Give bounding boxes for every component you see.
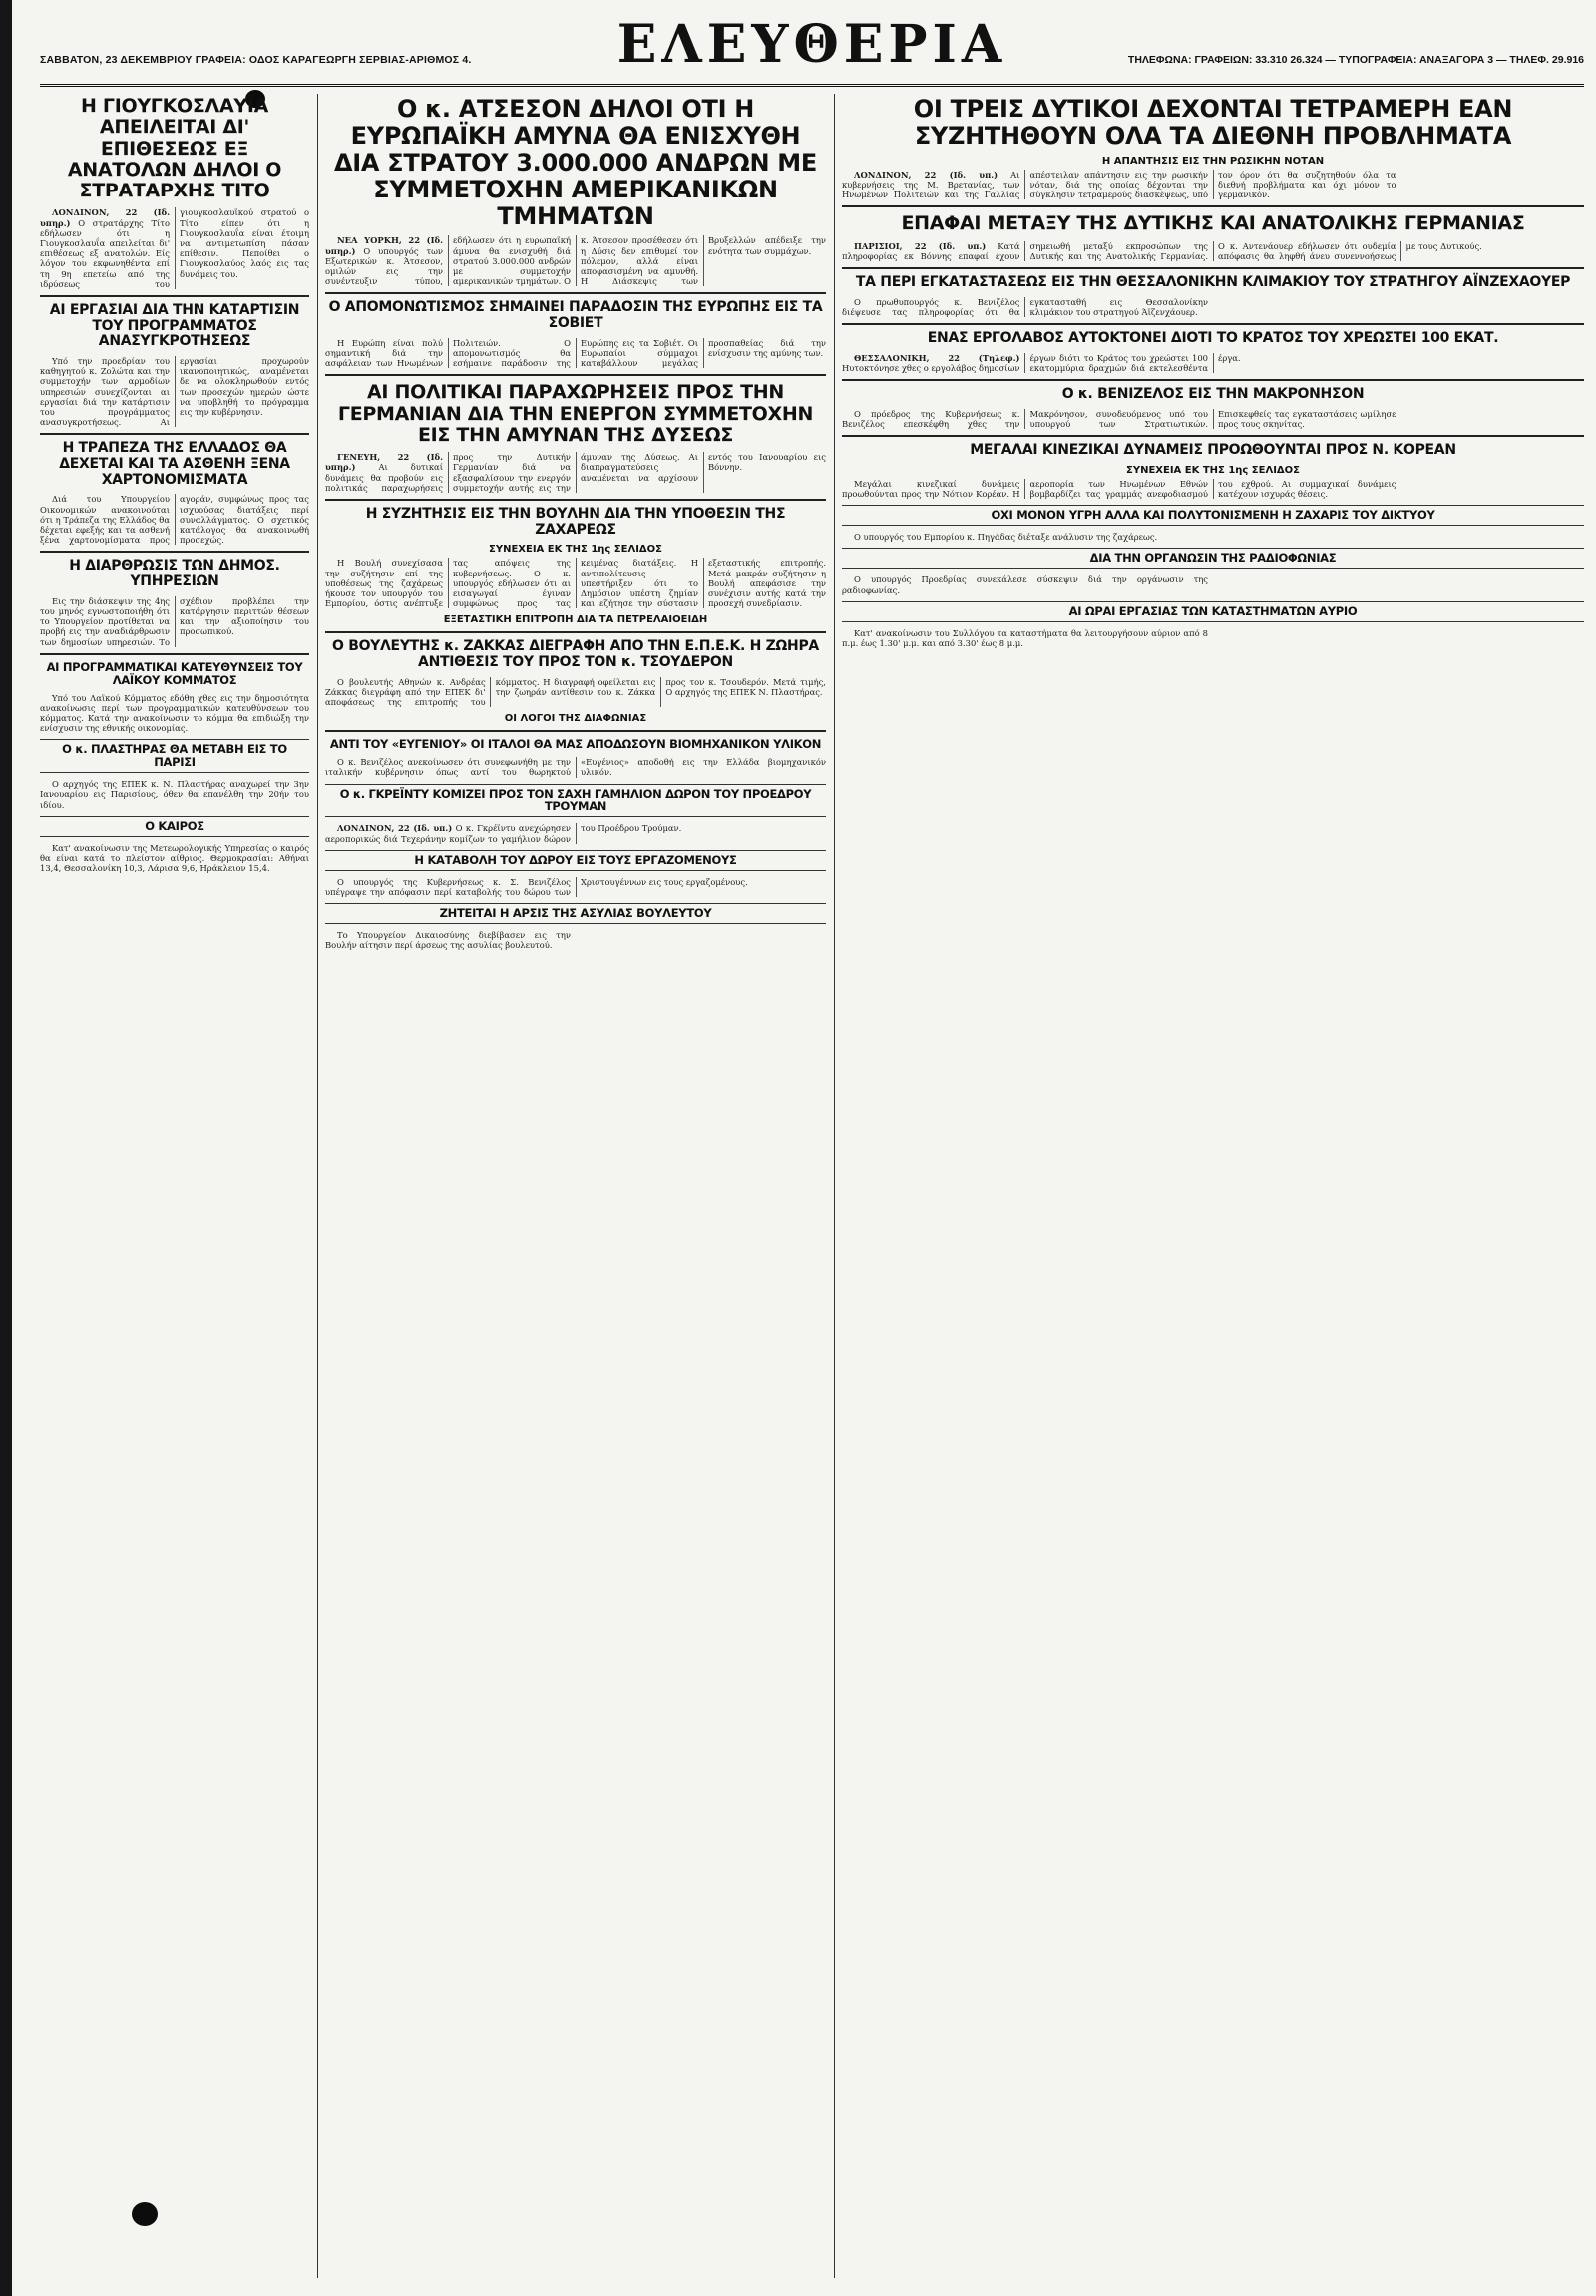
article-epafai [842, 241, 1584, 261]
column-rule [317, 94, 318, 2278]
article-text: Κατ' ανακοίνωσιν του Συλλόγου τα καταστήματα θα λειτουργήσουν αύριον από 8 π.μ. έως 1.30' μ.μ. και από 3.30' έως 8 μ.μ. [842, 627, 1208, 648]
article-text: Υπό του Λαϊκού Κόμματος εδόθη χθες εις την δημοσιότητα ανακοίνωσις περί των προγραμματικών κατευθύνσεων του κόμματος. Κατά την ανακοίνωσιν το κόμμα θα επιδιώξη την ενίσχυσιν της εθνικής οικονομίας. [40, 692, 309, 734]
right-column [842, 94, 1584, 654]
masthead-phones: ΤΗΛΕΦΩΝΑ: ΓΡΑΦΕΙΩΝ: 33.310 26.324 — ΤΥΠΟΓΡΑΦΕΙΑ: ΑΝΑΞΑΓΟΡΑ 3 — ΤΗΛΕΦ. 29.916 [1127, 54, 1584, 66]
article-text: Ο υπουργός Προεδρίας συνεκάλεσε σύσκεψιν διά την οργάνωσιν της ραδιοφωνίας. [842, 574, 1208, 595]
article-laiko-komma [40, 693, 309, 734]
article-ergolavos [842, 353, 1584, 373]
article-text: Η Βουλή συνεχίσασα την συζήτησιν επί της υποθέσεως της ζαχάρεως ήκουσε τον υπουργόν του Εμπορίου, όστις ανέπτυξε τας απόψεις της κυβερνήσεως. Ο κ. υπουργός εδήλωσεν ότι αι εισαγωγαί έγιναν συμφώνως προς τας κειμένας διατάξεις. Η αντιπολίτευσις υπεστήριξεν ότι το Δημόσιον υπέστη ζημίαν και εζήτησε την σύστασιν εξεταστικής επιτροπής. Μετά μακράν συζήτησιν η Βουλή απεφάσισε την συνέχισιν αυτής κατά την προσεχή συνεδρίασιν. [325, 558, 826, 609]
article-doro [325, 877, 826, 897]
article-grady [325, 823, 826, 843]
article-text: Η Ευρώπη είναι πολύ σημαντική διά την ασφάλειαν των Ηνωμένων Πολιτειών. Ο απομονωτισμός θα εσήμαινε παράδοσιν της Ευρώπης εις τα Σοβιέτ. Οι Ευρωπαίοι σύμμαχοι καταβάλλουν μεγάλας προσπαθείας διά την ενίσχυσιν της αμύνης των. [325, 337, 826, 369]
article-germania [325, 452, 826, 493]
article-text: Ο στρατάρχης Τίτο εδήλωσεν ότι η Γιουγκοσλαυΐα απειλείται δι' επιθέσεως εξ ανατολών. Είς λόγον του εκφωνηθέντα επί τη 9η επετείω από της ιδρύσεως του γιουγκοσλαυϊκού στρατού ο Τίτο είπεν ότι η Γιουγκοσλαυΐα είναι έτοιμη να αντιμετωπίση πάσαν επίθεσιν. Πεποίθει ο Γιουγκοσλαύος λαός εις τας δυνάμεις του. [40, 207, 309, 289]
headline-kairos: Ο ΚΑΙΡΟΣ [40, 816, 309, 837]
scan-edge-shadow [0, 0, 12, 2296]
headline-ergolavos: ΕΝΑΣ ΕΡΓΟΛΑΒΟΣ ΑΥΤΟΚΤΟΝΕΙ ΔΙΟΤΙ ΤΟ ΚΡΑΤΟΣ ΤΟΥ ΧΡΕΩΣΤΕΙ 100 ΕΚΑΤ. [927, 330, 1499, 347]
article-text: Διά του Υπουργείου Οικονομικών ανακοινούται ότι η Τράπεζα της Ελλάδος θα δέχεται εφεξής και τα ασθενή ξένα χαρτονομίσματα προς αγοράν, συμφώνως προς τας ισχυούσας διατάξεις περί συναλλάγματος. Ο σχετικός κατάλογος θα ανακοινωθή προσεχώς. [40, 494, 309, 546]
article-ores-ergasias [842, 628, 1584, 648]
subhead-diafonia: ΟΙ ΛΟΓΟΙ ΤΗΣ ΔΙΑΦΩΝΙΑΣ [504, 713, 647, 725]
center-column [325, 94, 826, 956]
subhead-petrelaioeidi: ΕΞΕΤΑΣΤΙΚΗ ΕΠΙΤΡΟΠΗ ΔΙΑ ΤΑ ΠΕΤΡΕΛΑΙΟΕΙΔΗ [443, 614, 708, 626]
section-rule [40, 295, 309, 297]
article-text: Εις την διάσκεψιν της 4ης του μηνός εγνωστοποιήθη ότι το Υπουργείον προτίθεται να προβή εις την αναδιάρθρωσιν των δημοσίων υπηρεσιών. Το σχέδιον προβλέπει την κατάργησιν περιττών θέσεων και την αξιοποίησιν του προσωπικού. [40, 595, 309, 647]
article-text: Ο υπουργός των Εξωτερικών κ. Άτσεσον, ομιλών εις την συνέντευξιν τύπου, εδήλωσεν ότι η ευρωπαϊκή άμυνα θα ενισχυθή διά στρατού 3.000.000 ανδρών με συμμετοχήν αμερικανικών τμημάτων. Ο κ. Άτσεσον προσέθεσεν ότι η Δύσις δεν επιθυμεί τον πόλεμον, αλλά είναι αποφασισμένη να αμυνθή. Η Διάσκεψις των Βρυξελλών απέδειξε την ενότητα των συμμάχων. [325, 235, 826, 287]
subhead-rosiki-nota: Η ΑΠΑΝΤΗΣΙΣ ΕΙΣ ΤΗΝ ΡΩΣΙΚΗΝ ΝΟΤΑΝ [1101, 155, 1325, 167]
dateline: ΛΟΝΔΙΝΟΝ, 22 (Ιδ. υπ.) [337, 823, 453, 834]
dateline: ΠΑΡΙΣΙΟΙ, 22 (Ιδ. υπ.) [854, 240, 987, 251]
article-dimosies-ypiresies [40, 596, 309, 647]
headline-zachari: Η ΣΥΖΗΤΗΣΙΣ ΕΙΣ ΤΗΝ ΒΟΥΛΗΝ ΔΙΑ ΤΗΝ ΥΠΟΘΕΣΙΝ ΤΗΣ ΖΑΧΑΡΕΩΣ [365, 505, 786, 538]
headline-aizenchaouer: ΤΑ ΠΕΡΙ ΕΓΚΑΤΑΣΤΑΣΕΩΣ ΕΙΣ ΤΗΝ ΘΕΣΣΑΛΟΝΙΚΗΝ ΚΛΙΜΑΚΙΟΥ ΤΟΥ ΣΤΡΑΤΗΓΟΥ ΑΪΝΖΕΧΑΟΥΕΡ [855, 274, 1571, 291]
article-italoi [325, 757, 826, 777]
headline-tito: Η ΓΙΟΥΓΚΟΣΛΑΥΪΑ ΑΠΕΙΛΕΙΤΑΙ ΔΙ' ΕΠΙΘΕΣΕΩΣ ΕΞ ΑΝΑΤΟΛΩΝ ΔΗΛΟΙ Ο ΣΤΡΑΤΑΡΧΗΣ ΤΙΤΟ [67, 95, 282, 202]
article-asylia [325, 930, 826, 950]
article-text: Ηυτοκτόνησε χθες ο εργολάβος δημοσίων έργων διότι το Κράτος του χρεώστει 100 εκατομμύρια δραχμών διά εκτελεσθέντα έργα. [842, 352, 1241, 373]
article-text: Κατ' ανακοίνωσιν της Μετεωρολογικής Υπηρεσίας ο καιρός θα είναι κατά το πλείστον αίθριος. Θερμοκρασίαι: Αθήναι 13,4, Θεσσαλονίκη 10,3, Λάρισα 9,6, Ηράκλειον 15,4. [40, 842, 309, 873]
article-atseson [325, 235, 826, 286]
section-rule [842, 205, 1584, 207]
article-trapeza [40, 494, 309, 545]
article-plastiras [40, 779, 309, 810]
headline-radiofonia: ΔΙΑ ΤΗΝ ΟΡΓΑΝΩΣΙΝ ΤΗΣ ΡΑΔΙΟΦΩΝΙΑΣ [842, 548, 1584, 569]
dateline: ΘΕΣΣΑΛΟΝΙΚΗ, 22 (Τηλεφ.) [854, 352, 1020, 363]
article-text: Ο πρόεδρος της Κυβερνήσεως κ. Βενιζέλος επεσκέφθη χθες την Μακρόνησον, συνοδευόμενος υπό του υπουργού των Στρατιωτικών. Επισκεφθείς τας εγκαταστάσεις ωμίλησε προς τους σκηνίτας. [842, 408, 1396, 430]
headline-korea: ΜΕΓΑΛΑΙ ΚΙΝΕΖΙΚΑΙ ΔΥΝΑΜΕΙΣ ΠΡΟΩΘΟΥΝΤΑΙ ΠΡΟΣ Ν. ΚΟΡΕΑΝ [970, 442, 1456, 459]
continued-from-page-1: ΣΥΝΕΧΕΙΑ ΕΚ ΤΗΣ 1ης ΣΕΛΙΔΟΣ [1126, 464, 1300, 476]
article-text: Αι κυβερνήσεις της Μ. Βρετανίας, των Ηνωμένων Πολιτειών και της Γαλλίας απέστειλαν απάντησιν εις την ρωσικήν νόταν, διά της οποίας δέχονται την σύγκλησιν τετραμερούς διασκέψεως, υπό τον όρον ότι θα συζητηθούν όλα τα διεθνή προβλήματα και όχι μόνον το γερμανικόν. [842, 169, 1396, 200]
headline-ores-ergasias: ΑΙ ΩΡΑΙ ΕΡΓΑΣΙΑΣ ΤΩΝ ΚΑΤΑΣΤΗΜΑΤΩΝ ΑΥΡΙΟ [842, 601, 1584, 622]
masthead [40, 14, 1584, 87]
article-text: Κατά πληροφορίας εκ Βόννης επαφαί έχουν σημειωθή μεταξύ εκπροσώπων της Δυτικής και της Ανατολικής Γερμανίας. Ο κ. Αντενάουερ εδήλωσεν ότι ουδεμία απόφασις θα ληφθή άνευ συνεννοήσεως με τους Δυτικούς. [842, 240, 1482, 261]
article-text: Ο κ. Βενιζέλος ανεκοίνωσεν ότι συνεφωνήθη με την ιταλικήν κυβέρνησιν όπως αντί του θωρηκτού «Ευγένιος» αποδοθή εις την Ελλάδα βιομηχανικόν υλικόν. [325, 757, 826, 778]
article-text: Ο κ. Γκρέϊντυ ανεχώρησεν αεροπορικώς διά Τεχεράνην κομίζων το γαμήλιον δώρον του Προέδρου Τρούμαν. [325, 823, 682, 844]
article-text: Μεγάλαι κινεζικαί δυνάμεις προωθούνται προς την Νότιον Κορέαν. Η αεροπορία των Ηνωμένων Εθνών βομβαρδίζει τας γραμμάς ανεφοδιασμού του εχθρού. Αι συμμαχικαί δυνάμεις κατέχουν ισχυράς θέσεις. [842, 478, 1396, 500]
headline-atseson: Ο κ. ΑΤΣΕΣΟΝ ΔΗΛΟΙ ΟΤΙ Η ΕΥΡΩΠΑΪΚΗ ΑΜΥΝΑ ΘΑ ΕΝΙΣΧΥΘΗ ΔΙΑ ΣΤΡΑΤΟΥ 3.000.000 ΑΝΔΡΩΝ ΜΕ ΣΥΜΜΕΤΟΧΗΝ ΑΜΕΡΙΚΑΝΙΚΩΝ ΤΜΗΜΑΤΩΝ [333, 95, 817, 230]
left-column [40, 94, 309, 879]
headline-germania: ΑΙ ΠΟΛΙΤΙΚΑΙ ΠΑΡΑΧΩΡΗΣΕΙΣ ΠΡΟΣ ΤΗΝ ΓΕΡΜΑΝΙΑΝ ΔΙΑ ΤΗΝ ΕΝΕΡΓΟΝ ΣΥΜΜΕΤΟΧΗΝ ΕΙΣ ΤΗΝ ΑΜΥΝΑΝ ΤΗΣ ΔΥΣΕΩΣ [337, 381, 814, 446]
section-rule [842, 267, 1584, 269]
section-rule [325, 499, 826, 501]
article-aizenchaouer [842, 297, 1584, 317]
article-tetrameris [842, 170, 1584, 200]
section-rule [325, 374, 826, 376]
section-rule [40, 433, 309, 435]
article-radiofonia [842, 574, 1584, 594]
section-rule [40, 551, 309, 553]
article-text: Το Υπουργείον Δικαιοσύνης διεβίβασεν εις την Βουλήν αίτησιν περί άρσεως της ασυλίας βουλευτού. [325, 929, 571, 951]
section-rule [40, 653, 309, 655]
article-zachari-diktyou [842, 532, 1584, 542]
headline-apomonotismos: Ο ΑΠΟΜΟΝΩΤΙΣΜΟΣ ΣΗΜΑΙΝΕΙ ΠΑΡΑΔΟΣΙΝ ΤΗΣ ΕΥΡΩΠΗΣ ΕΙΣ ΤΑ ΣΟΒΙΕΤ [328, 299, 823, 332]
article-korea [842, 479, 1584, 499]
article-text: Υπό την προεδρίαν του καθηγητού κ. Ζολώτα και την συμμετοχήν των αρμοδίων υπηρεσιών συνεχίζονται αι εργασίαι διά την κατάρτισιν του προγράμματος ανασυγκροτήσεως. Αι εργασίαι προχωρούν ικανοποιητικώς, αναμένεται δε να ολοκληρωθούν εντός των προσεχών ημερών ώστε να υποβληθή το πρόγραμμα εις την κυβέρνησιν. [40, 355, 309, 428]
section-rule [325, 631, 826, 633]
article-kairos [40, 843, 309, 874]
article-text: Ο βουλευτής Αθηνών κ. Ανδρέας Ζάκκας διεγράφη από την ΕΠΕΚ δι' αποφάσεως της επιτροπής του κόμματος. Η διαγραφή οφείλεται εις την ζωηράν αντίθεσιν του κ. Ζάκκα προς τον κ. Τσουδερόν. Μετά τιμής, Ο αρχηγός της ΕΠΕΚ Ν. Πλαστήρας. [325, 676, 826, 708]
dateline: ΓΕΝΕΥΗ, 22 (Ιδ. υπηρ.) [325, 452, 443, 473]
headline-makronisos: Ο κ. ΒΕΝΙΖΕΛΟΣ ΕΙΣ ΤΗΝ ΜΑΚΡΟΝΗΣΟΝ [1061, 386, 1365, 403]
article-text: Ο αρχηγός της ΕΠΕΚ κ. Ν. Πλαστήρας αναχωρεί την 3ην Ιανουαρίου εις Παρισίους, όθεν θα επανέλθη την 20ήν του ιδίου. [40, 779, 309, 810]
article-zachari [325, 558, 826, 608]
section-rule [325, 292, 826, 294]
newspaper-page [40, 14, 1584, 2286]
dateline: ΝΕΑ ΥΟΡΚΗ, 22 (Ιδ. υπηρ.) [325, 235, 443, 256]
section-rule [842, 379, 1584, 381]
masthead-date-address: ΣΑΒΒΑΤΟΝ, 23 ΔΕΚΕΜΒΡΙΟΥ ΓΡΑΦΕΙΑ: ΟΔΟΣ ΚΑΡΑΓΕΩΡΓΗ ΣΕΡΒΙΑΣ-ΑΡΙΘΜΟΣ 4. [40, 54, 472, 66]
headline-zakkas: Ο ΒΟΥΛΕΥΤΗΣ κ. ΖΑΚΚΑΣ ΔΙΕΓΡΑΦΗ ΑΠΟ ΤΗΝ Ε.Π.Ε.Κ. Η ΖΩΗΡΑ ΑΝΤΙΘΕΣΙΣ ΤΟΥ ΠΡΟΣ ΤΟΝ κ. ΤΣΟΥΔΕΡΟΝ [332, 638, 819, 670]
headline-anasygkrotisi: ΑΙ ΕΡΓΑΣΙΑΙ ΔΙΑ ΤΗΝ ΚΑΤΑΡΤΙΣΙΝ ΤΟΥ ΠΡΟΓΡΑΜΜΑΤΟΣ ΑΝΑΣΥΓΚΡΟΤΗΣΕΩΣ [49, 301, 300, 350]
headline-asylia: ΖΗΤΕΙΤΑΙ Η ΑΡΣΙΣ ΤΗΣ ΑΣΥΛΙΑΣ ΒΟΥΛΕΥΤΟΥ [325, 903, 826, 924]
article-tito [40, 207, 309, 289]
dateline: ΛΟΝΔΙΝΟΝ, 22 (Ιδ. υπ.) [854, 169, 998, 180]
article-apomonotismos [325, 338, 826, 369]
column-rule [834, 94, 835, 2278]
dateline: ΛΟΝΔΙΝΟΝ, 22 (Ιδ. υπηρ.) [40, 207, 170, 228]
section-rule [325, 730, 826, 732]
headline-zachari-diktyou: ΟΧΙ ΜΟΝΟΝ ΥΓΡΗ ΑΛΛΑ ΚΑΙ ΠΟΛΥΤΟΝΙΣΜΕΝΗ Η ΖΑΧΑΡΙΣ ΤΟΥ ΔΙΚΤΥΟΥ [842, 505, 1584, 526]
article-anasygkrotisi [40, 356, 309, 427]
article-zakkas [325, 677, 826, 708]
headline-grady: Ο κ. ΓΚΡΕΪΝΤΥ ΚΟΜΙΖΕΙ ΠΡΟΣ ΤΟΝ ΣΑΧΗ ΓΑΜΗΛΙΟΝ ΔΩΡΟΝ ΤΟΥ ΠΡΟΕΔΡΟΥ ΤΡΟΥΜΑΝ [325, 784, 826, 818]
headline-doro: Η ΚΑΤΑΒΟΛΗ ΤΟΥ ΔΩΡΟΥ ΕΙΣ ΤΟΥΣ ΕΡΓΑΖΟΜΕΝΟΥΣ [325, 850, 826, 871]
headline-plastiras: Ο κ. ΠΛΑΣΤΗΡΑΣ ΘΑ ΜΕΤΑΒΗ ΕΙΣ ΤΟ ΠΑΡΙΣΙ [40, 739, 309, 773]
headline-epafai: ΕΠΑΦΑΙ ΜΕΤΑΞΥ ΤΗΣ ΔΥΤΙΚΗΣ ΚΑΙ ΑΝΑΤΟΛΙΚΗΣ ΓΕΡΜΑΝΙΑΣ [901, 212, 1525, 235]
article-text: Ο υπουργός του Εμπορίου κ. Πηγάδας διέταξε ανάλυσιν της ζαχάρεως. [854, 532, 1158, 543]
article-text: Ο υπουργός της Κυβερνήσεως κ. Σ. Βενιζέλος υπέγραψε την απόφασιν περί καταβολής του δώρου των Χριστουγέννων εις τους εργαζομένους. [325, 876, 748, 897]
headline-trapeza: Η ΤΡΑΠΕΖΑ ΤΗΣ ΕΛΛΑΔΟΣ ΘΑ ΔΕΧΕΤΑΙ ΚΑΙ ΤΑ ΑΣΘΕΝΗ ΞΕΝΑ ΧΑΡΤΟΝΟΜΙΣΜΑΤΑ [59, 440, 290, 488]
continued-from-page-1: ΣΥΝΕΧΕΙΑ ΕΚ ΤΗΣ 1ης ΣΕΛΙΔΟΣ [489, 544, 662, 556]
headline-tetrameris: ΟΙ ΤΡΕΙΣ ΔΥΤΙΚΟΙ ΔΕΧΟΝΤΑΙ ΤΕΤΡΑΜΕΡΗ ΕΑΝ ΣΥΖΗΤΗΘΟΥΝ ΟΛΑ ΤΑ ΔΙΕΘΝΗ ΠΡΟΒΛΗΜΑΤΑ [913, 95, 1513, 150]
headline-italoi: ΑΝΤΙ ΤΟΥ «ΕΥΓΕΝΙΟΥ» ΟΙ ΙΤΑΛΟΙ ΘΑ ΜΑΣ ΑΠΟΔΩΣΟΥΝ ΒΙΟΜΗΧΑΝΙΚΟΝ ΥΛΙΚΟΝ [329, 737, 822, 752]
section-rule [842, 323, 1584, 325]
article-text: Ο πρωθυπουργός κ. Βενιζέλος διέψευσε τας πληροφορίας ότι θα εγκατασταθή εις Θεσσαλονίκην κλιμάκιον του στρατηγού Άϊζενχάουερ. [842, 296, 1208, 317]
masthead-title: ΕΛΕΥΘΕΡΙΑ [616, 14, 1007, 75]
section-rule [842, 435, 1584, 437]
article-text: Αι δυτικαί δυνάμεις θα προβούν εις πολιτικάς παραχωρήσεις προς την Δυτικήν Γερμανίαν διά να εξασφαλίσουν την ενεργόν συμμετοχήν αυτής εις την άμυναν της Δύσεως. Αι διαπραγματεύσεις αναμένεται να αρχίσουν εντός του Ιανουαρίου εις Βόννην. [325, 452, 826, 493]
article-makronisos [842, 409, 1584, 429]
headline-laiko-komma: ΑΙ ΠΡΟΓΡΑΜΜΑΤΙΚΑΙ ΚΑΤΕΥΘΥΝΣΕΙΣ ΤΟΥ ΛΑΪΚΟΥ ΚΟΜΜΑΤΟΣ [46, 659, 303, 687]
headline-dimosies-ypiresies: Η ΔΙΑΡΘΡΩΣΙΣ ΤΩΝ ΔΗΜΟΣ. ΥΠΗΡΕΣΙΩΝ [69, 558, 280, 590]
